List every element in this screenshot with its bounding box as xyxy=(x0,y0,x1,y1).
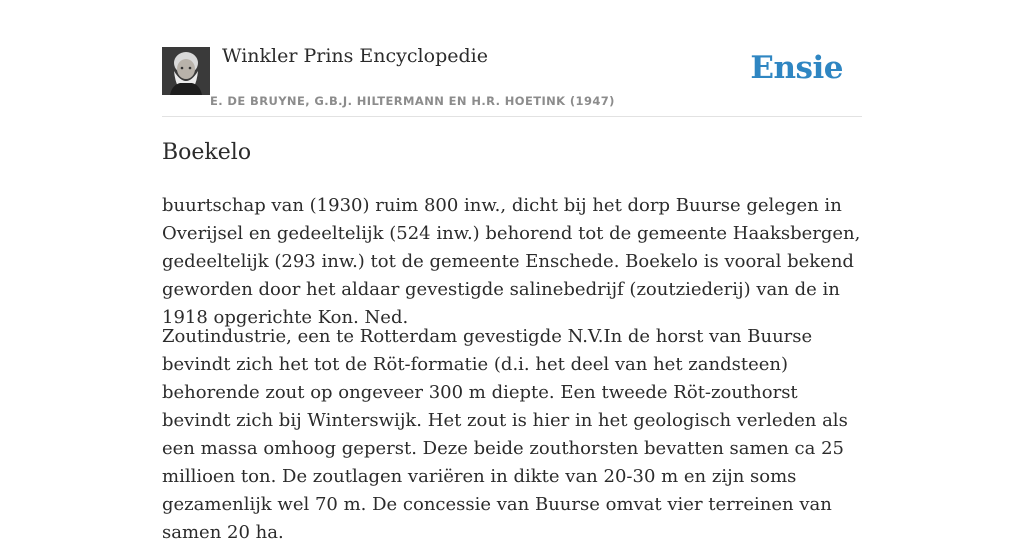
page xyxy=(162,0,862,543)
header xyxy=(162,0,862,117)
ensie-logo[interactable]: Ensie xyxy=(750,50,843,86)
article-paragraph-2: Zoutindustrie, een te Rotterdam gevestigde N.V.In de horst van Buurse bevindt zich het tot de Röt-formatie (d.i. het deel van het zandsteen) behorende zout op ongeveer 300 m diepte. Een tweede Röt-zouthorst bevindt zich bij Winterswijk. Het zout is hier in het geologisch verleden als een massa omhoog geperst. Deze beide zouthorsten bevatten samen ca 25 millioen ton. De zoutlagen variëren in dikte van 20-30 m en zijn soms gezamenlijk wel 70 m. De concessie van Buurse omvat vier terreinen van samen 20 ha. xyxy=(162,326,848,543)
author-avatar[interactable] xyxy=(162,47,210,95)
authors-byline: E. DE BRUYNE, G.B.J. HILTERMANN EN H.R. HOETINK (1947) xyxy=(210,94,615,108)
article-title: Boekelo xyxy=(162,140,252,165)
author-portrait-icon xyxy=(162,47,210,95)
article-paragraph-1: buurtschap van (1930) ruim 800 inw., dicht bij het dorp Buurse gelegen in Overijsel en gedeeltelijk (524 inw.) behorend tot de gemeente Haaksbergen, gedeeltelijk (293 inw.) tot de gemeente Enschede. Boekelo is vooral bekend geworden door het aldaar gevestigde salinebedrijf (zoutziederij) van de in 1918 opgerichte Kon. Ned. xyxy=(162,195,861,328)
site-title[interactable]: Winkler Prins Encyclopedie xyxy=(222,45,488,67)
